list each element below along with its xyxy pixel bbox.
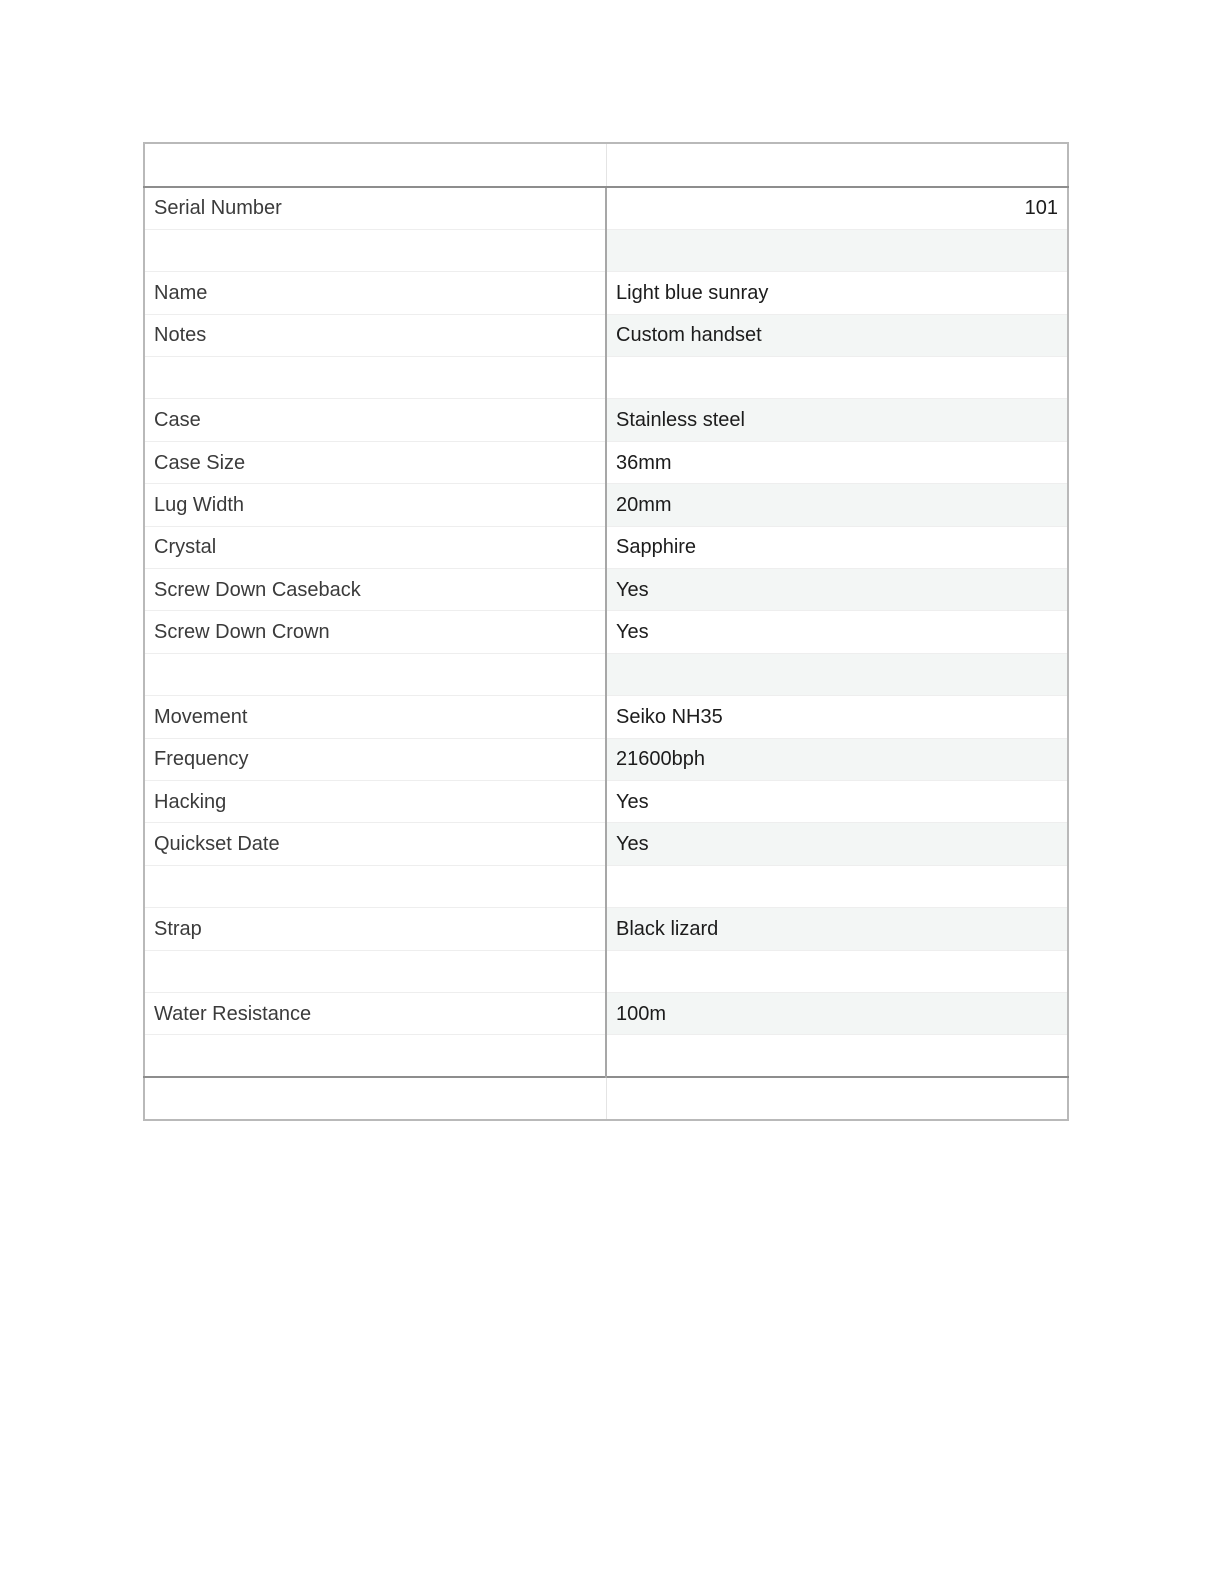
table-row-screw-down-crown — [144, 611, 1068, 653]
row-label[interactable] — [144, 357, 606, 399]
row-label[interactable] — [144, 950, 606, 992]
row-label[interactable]: Name — [144, 272, 606, 314]
table-row-crystal — [144, 526, 1068, 568]
table-row-blank — [144, 950, 1068, 992]
table-row-case-size — [144, 441, 1068, 483]
table-footer-row — [144, 1077, 1068, 1120]
row-value[interactable]: 101 — [606, 187, 1068, 229]
row-value[interactable]: Custom handset — [606, 314, 1068, 356]
row-value[interactable]: Yes — [606, 823, 1068, 865]
row-label[interactable]: Frequency — [144, 738, 606, 780]
table-row-blank — [144, 229, 1068, 271]
row-value[interactable]: Stainless steel — [606, 399, 1068, 441]
row-label[interactable]: Quickset Date — [144, 823, 606, 865]
row-label[interactable]: Crystal — [144, 526, 606, 568]
table-row-blank — [144, 1035, 1068, 1077]
header-cell-label[interactable] — [144, 143, 606, 187]
table-header-row — [144, 143, 1068, 187]
row-value[interactable]: Black lizard — [606, 908, 1068, 950]
row-value[interactable] — [606, 653, 1068, 695]
table-row-hacking — [144, 780, 1068, 822]
footer-cell-value[interactable] — [606, 1077, 1068, 1120]
row-value[interactable] — [606, 357, 1068, 399]
table-row-notes — [144, 314, 1068, 356]
row-label[interactable]: Case Size — [144, 441, 606, 483]
table-row-serial-number — [144, 187, 1068, 229]
row-value[interactable]: Yes — [606, 780, 1068, 822]
row-label[interactable] — [144, 229, 606, 271]
row-value[interactable] — [606, 1035, 1068, 1077]
table-row-lug-width — [144, 484, 1068, 526]
table-row-water-resistance — [144, 992, 1068, 1034]
row-label[interactable]: Movement — [144, 696, 606, 738]
row-label[interactable]: Screw Down Caseback — [144, 569, 606, 611]
table-row-strap — [144, 908, 1068, 950]
table-row-blank — [144, 653, 1068, 695]
row-label[interactable]: Case — [144, 399, 606, 441]
table-row-blank — [144, 357, 1068, 399]
footer-cell-label[interactable] — [144, 1077, 606, 1120]
row-label[interactable] — [144, 653, 606, 695]
row-value[interactable]: Yes — [606, 611, 1068, 653]
row-label[interactable] — [144, 1035, 606, 1077]
row-value[interactable]: 20mm — [606, 484, 1068, 526]
table-row-name — [144, 272, 1068, 314]
row-value[interactable]: Yes — [606, 569, 1068, 611]
row-value[interactable]: 36mm — [606, 441, 1068, 483]
row-label[interactable]: Lug Width — [144, 484, 606, 526]
table-row-movement — [144, 696, 1068, 738]
row-value[interactable]: Sapphire — [606, 526, 1068, 568]
row-label[interactable]: Water Resistance — [144, 992, 606, 1034]
row-label[interactable]: Hacking — [144, 780, 606, 822]
row-value[interactable]: Light blue sunray — [606, 272, 1068, 314]
row-label[interactable]: Notes — [144, 314, 606, 356]
row-value[interactable] — [606, 865, 1068, 907]
watch-spec-table — [143, 142, 1069, 1121]
row-value[interactable]: 21600bph — [606, 738, 1068, 780]
table-row-screw-down-caseback — [144, 569, 1068, 611]
table-row-blank — [144, 865, 1068, 907]
row-value[interactable]: Seiko NH35 — [606, 696, 1068, 738]
row-value[interactable] — [606, 229, 1068, 271]
row-label[interactable]: Serial Number — [144, 187, 606, 229]
row-label[interactable] — [144, 865, 606, 907]
table-row-frequency — [144, 738, 1068, 780]
header-cell-value[interactable] — [606, 143, 1068, 187]
table-row-quickset-date — [144, 823, 1068, 865]
row-label[interactable]: Strap — [144, 908, 606, 950]
row-label[interactable]: Screw Down Crown — [144, 611, 606, 653]
row-value[interactable]: 100m — [606, 992, 1068, 1034]
row-value[interactable] — [606, 950, 1068, 992]
table-row-case — [144, 399, 1068, 441]
